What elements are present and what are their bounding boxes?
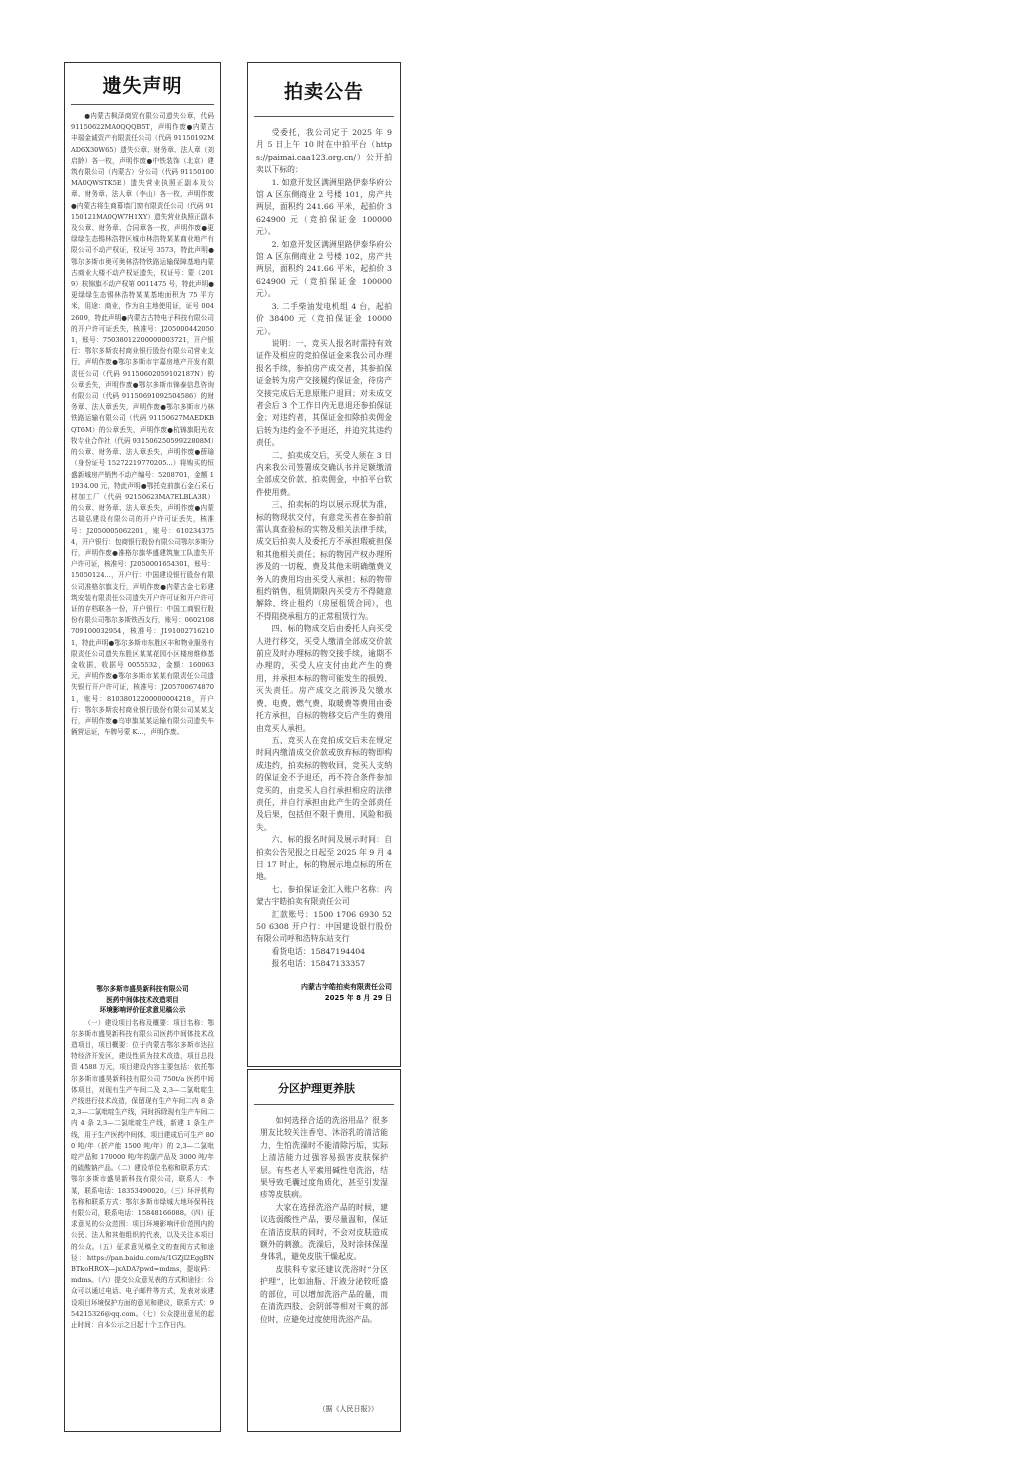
care-body xyxy=(248,1115,400,1400)
title-divider xyxy=(71,104,214,105)
care-title: 分区护理更养肤 xyxy=(278,1082,355,1095)
auction-body xyxy=(248,127,400,982)
auction-paragraph: 汇款账号：1500 1706 6930 5250 6308 开户行：中国建设银行股份有限公司呼和浩特东站支行 xyxy=(256,909,392,944)
eia-text: （一）建设项目名称及概要：项目名称：鄂尔多斯市盛昊新科技有限公司医药中间体技术改造项目，项目概要：位于内蒙古鄂尔多斯市达拉特经济开发区，建设性质为技术改造，项目总投资 4588 万元，项目建设内容主要包括：依托鄂尔多斯市盛昊新科技有限公司 750t/a 医药中间体项目，对现有生产车间二及 2,3—二氯吡啶生产线进行技术改造，保留现有生产车间二内 8 条 2,3—二氯吡啶生产线，同时拆除现有生产车间二内 4 条 2,3—二氯吡啶生产线，新建 1 条生产线，用于生产医药中间体，项目建成后可生产 800 吨/年（折产能 1500 吨/年）的 2,3—二氯吡啶产品和 170000 吨/年的副产品及 3000 吨/年的硫酸钠产品。（二）建设单位名称和联系方式：鄂尔多斯市盛昊新科技有限公司，联系人：李某，联系电话：18353490020。（三）环评机构名称和联系方式：鄂尔多斯市绿城大地环保科技有限公司，联系电话：15848166088。（四）征求意见的公众范围：项目环境影响评价范围内的公民、法人和其他组织的代表，以及关注本项目的公众。（五）征求意见稿全文的查阅方式和途径：https://pan.baidu.com/s/1GZjl2EggBNBTkoHROX—jxADA?pwd=mdms，提取码：mdms。（六）提交公众意见表的方式和途径：公众可以通过电话、电子邮件等方式，发表对该建设项目环境保护方面的意见和建议，联系方式：954215326@qq.com。（七）公众提出意见的起止时间：自本公示之日起十个工作日内。 xyxy=(71,1018,214,1329)
lost-notice-text: ●内蒙古枫泽商贸有限公司遗失公章，代码 91150622MA0QQQB5T，声明作废●内蒙古丰瑞金诚资产有限责任公司（代码 91150192MAD6X30W65）遗失公章、财务章、法人章（刘启龄）各一枚，声明作废●中铁装饰（北京）建筑有限公司（内蒙古）分公司（代码 91150100MA0QWSTK5E）遗失营业执照正副本及公章、财务章、法人章（李山）各一枚，声明作废●内蒙古将生商幕墙门窗有限责任公司（代码 91150121MA0QW7H1XY）遗失营业执照正副本及公章、财务章、合同章各一枚，声明作废●更绿绿生态锡林浩特区城市林浩特某某商业地产有限公司不动产权证，权证号 3573，特此声明●鄂尔多斯市奥可奥林浩特铁路运输保障基地内蒙古商业大楼不动产权证遗失，权证号：蒙（2019）杭锦旗不动产权第 0011475 号，特此声明●更绿绿生态锡林浩特某某基地面积为 75 平方米，用途：商业，作为自主地使用证，证号 0042609，特此声明●内蒙古古特电子科技有限公司的开户许可证丢失，核准号：J2050004420501，账号：75038012200000003721，开户银行：鄂尔多斯农村商业银行股份有限公司营业支行，声明作废●鄂尔多斯市宇嘉房地产开发有限责任公司（代码 91150602059102187N）的公章丢失，声明作废●鄂尔多斯市锦泰信息咨询有限公司（代码 91150691092504586）的财务章、法人章丢失，声明作废●鄂尔多斯市乃林铁路运输有限公司（代码 91150627MAEDKBQT6M）的公章丢失，声明作废●杭锦旗阳光农牧专业合作社（代码 93150625059922808M）的公章、财务章、法人章丢失，声明作废●薛瑜（身份证号 15272219770205...）将购买的恒盛新城房产销售不动产编号：5208701，金额 11934.00 元，特此声明●鄂托克前旗石金石采石材加工厂（代码 92150623MA7ELBLA3R）的公章、财务章、法人章丢失，声明作废●内蒙古瑞弘建设有限公司的开户许可证丢失，核准号：J2050005062201，账号：6102343754，开户银行：包商银行股份有限公司鄂尔多斯分行，声明作废●准格尔旗华盛建筑施工队遗失开户许可证，核准号：J2050001654301，账号：15050124...，开户行：中国建设银行股份有限公司准格尔旗支行，声明作废●内蒙古金七彩建筑安装有限责任公司遗失开户许可证和开户许可证的存档联各一份，开户银行：中国工商银行股份有限公司鄂尔多斯铁西支行，账号：0602108709100032954，核准号：J1910027162101，特此声明●鄂尔多斯市东胜区丰和物业服务有限责任公司遗失东胜区某某花园小区楼房维修基金收据，收据号 0055532，金额：160063 元，声明作废●鄂尔多斯市某某有限责任公司遗失银行开户许可证，核准号：J2057006748701，账号：81038012200000004218，开户行：鄂尔多斯农村商业银行股份有限公司某某支行，声明作废●乌审旗某某运输有限公司遗失车辆营运证，车牌号蒙 K...，声明作废。 xyxy=(71,112,214,737)
auction-notice-column xyxy=(247,62,401,1067)
eia-header xyxy=(65,984,220,1016)
auction-paragraph: 四、标的物成交后由委托人向买受人进行移交，买受人缴清全部成交价款前应及时办理标的物交接手续，逾期不办理的，买受人应支付由此产生的费用，并承担本标的物可能发生的损毁、灭失责任。房产成交之前涉及欠缴水费、电费、燃气费、取暖费等费用由委托方承担，自标的物移交后产生的费用由竞买人承担。 xyxy=(256,624,392,733)
care-paragraph: 大家在选择洗浴产品的时候，建议选弱酸性产品，要尽量温和，保证在清洁皮肤的同时，不会对皮肤造成额外的刺激。洗澡后，及时涂抹保湿身体乳，避免皮肤干燥起皮。 xyxy=(260,1202,388,1262)
auction-date: 2025 年 8 月 29 日 xyxy=(324,994,392,1002)
auction-paragraph: 受委托，我公司定于 2025 年 9 月 5 日上午 10 时在中拍平台（https://paimai.caa123.org.cn/）公开拍卖以下标的： xyxy=(256,128,392,175)
auction-paragraph: 三、拍卖标的均以展示现状为准，标的物现状交付，有意竞买者在参拍前需认真查验标的实物及相关法律手续，成交后拍卖人及委托方不承担瑕疵担保和其他相关责任；标的物因产权办理所涉及的一切税、费及其他未明确缴费义务人的费用均由买受人承担；标的物带租约销售，租赁期限内买受方不得随意解除、终止租约（房屋租赁合同），也不得阻挠承租方的正常租赁行为。 xyxy=(256,500,392,621)
auction-paragraph: 二、拍卖成交后，买受人须在 3 日内来我公司签署成交确认书并足额缴清全部成交价款、拍卖佣金，中拍平台软件使用费。 xyxy=(256,450,392,497)
auction-paragraph: 七、参拍保证金汇入账户名称：内蒙古宇皓拍卖有限责任公司 xyxy=(256,884,392,907)
eia-project: 医药中间体技术改造项目 xyxy=(106,995,179,1004)
title-divider xyxy=(254,1104,394,1105)
care-article-column xyxy=(247,1069,401,1432)
care-source: （据《人民日报》） xyxy=(318,1405,378,1413)
lost-notice-column xyxy=(64,62,221,1432)
auction-paragraph: 报名电话：15847133357 xyxy=(271,959,366,969)
auction-paragraph: 1. 如意开发区满洲里路伊泰华府公馆 A 区东侧商业 2 号楼 101，房产共两层，面积约 241.66 平米，起拍价 3624900 元（竞拍保证金 100000 元）。 xyxy=(256,177,392,237)
care-paragraph: 如何选择合适的洗浴用品？很多朋友比较关注香皂、沐浴乳的清洁能力，生怕洗澡时不能清除污垢，实际上清洁能力过强容易损害皮肤保护层。有些老人平素用碱性皂洗浴，结果导致毛囊过度角质化，甚至引发湿疹等皮肤病。 xyxy=(260,1116,388,1200)
eia-body xyxy=(65,1018,220,1462)
auction-paragraph: 看货电话：15847194404 xyxy=(271,946,366,956)
title-divider xyxy=(254,116,394,117)
eia-subtitle: 环境影响评价征求意见稿公示 xyxy=(99,1006,186,1014)
auction-company: 内蒙古宇皓拍卖有限责任公司 xyxy=(301,983,392,991)
auction-paragraph: 六、标的报名时间及展示时间：自拍卖公告见报之日起至 2025 年 9 月 4 日 17 时止，标的物展示地点标的所在地。 xyxy=(256,835,392,882)
auction-paragraph: 五、竞买人在竞拍成交后未在规定时间内缴清成交价款或放弃标的物即构成违约，拍卖标的物收回，竞买人支纳的保证金不予退还，再不符合条件参加竞买的，由竞买人自行承担相应的法律责任，并自行承担由此产生的全部责任及后果，包括但不限于费用、风险和损失。 xyxy=(256,735,392,832)
lost-notice-body xyxy=(65,111,220,966)
auction-paragraph: 3. 二手柴油发电机组 4 台，起拍价 38400 元（竞拍保证金 10000 元）。 xyxy=(256,301,392,336)
eia-company: 鄂尔多斯市盛昊新科技有限公司 xyxy=(96,985,189,993)
auction-paragraph: 说明：一、竞买人报名时需持有效证件及相应的竞拍保证金来我公司办理报名手续，参拍房产成交者，其参拍保证金转为房产交接履约保证金，待房产交接完成后无息原账户退回；对未成交者会后 3 个工作日内无息退还参拍保证金；对违约者，其保证金扣除拍卖佣金后转为违约金不予退还，并追究其违约责任。 xyxy=(256,338,392,448)
care-paragraph: 皮肤科专家还建议洗浴时“分区护理”，比如油脂、汗液分泌较旺盛的部位，可以增加洗浴产品的量，而在清洗四肢、会阴部等相对干爽的部位时，应避免过度使用洗浴产品。 xyxy=(260,1264,388,1324)
lost-notice-title: 遗失声明 xyxy=(102,75,183,97)
auction-paragraph: 2. 如意开发区满洲里路伊泰华府公馆 A 区东侧商业 2 号楼 102，房产共两层，面积约 241.66 平米，起拍价 3624900 元（竞拍保证金 100000 元）。 xyxy=(256,239,392,299)
auction-title: 拍卖公告 xyxy=(283,81,364,103)
